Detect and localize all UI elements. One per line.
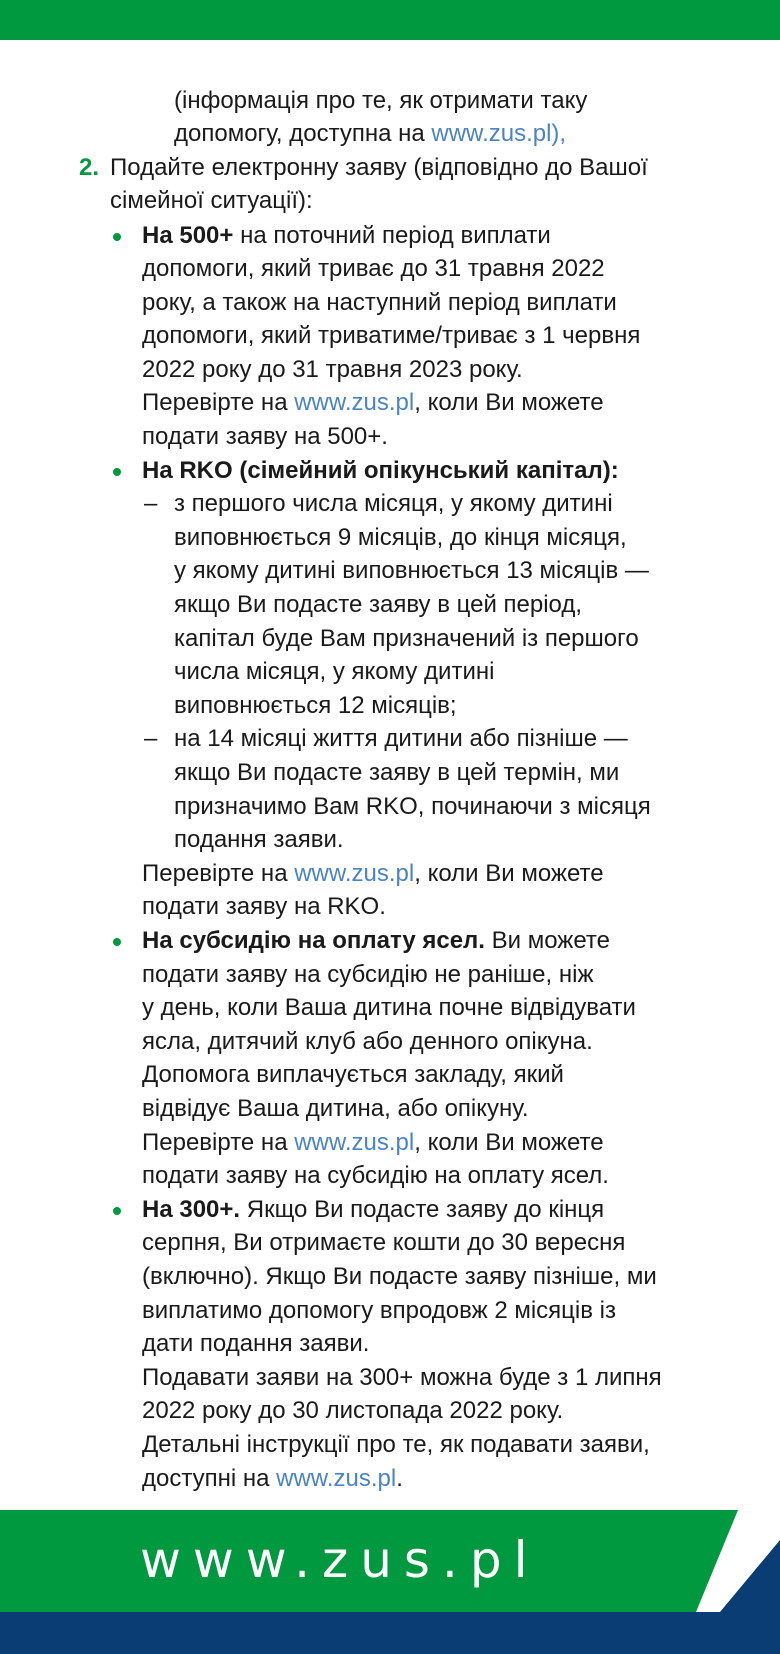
- bullet-icon: [113, 1207, 121, 1215]
- zus-link[interactable]: www.zus.pl: [276, 1465, 397, 1492]
- rko-sub2-line-2: якщо Ви подасте заяву в цей термін, ми: [174, 759, 620, 786]
- rko-check-line-1: Перевірте на www.zus.pl, коли Ви можете: [142, 860, 604, 887]
- rko-sub1-line-2: виповнюється 9 місяців, до кінця місяця,: [174, 524, 627, 551]
- nursery-line-1: На субсидію на оплату ясел. Ви можете: [142, 927, 610, 954]
- bullet-icon: [113, 233, 121, 241]
- nursery-line-6: відвідує Ваша дитина, або опікуну.: [142, 1095, 529, 1122]
- item300-line-1: На 300+. Якщо Ви подасте заяву до кінця: [142, 1196, 605, 1223]
- rko-sub2-line-3: призначимо Вам RKO, починаючи з місяця: [174, 793, 651, 820]
- item500-line-5: 2022 року до 31 травня 2023 року.: [142, 356, 523, 383]
- rko-sub2-line-4: подання заяви.: [174, 826, 344, 853]
- item300-last-line: доступні на www.zus.pl.: [142, 1465, 403, 1492]
- footer-navy-corner: [720, 1540, 780, 1612]
- item500-line-1: На 500+ на поточний період виплати: [142, 222, 551, 249]
- step2-line-1: Подайте електронну заяву (відповідно до Вашої: [110, 154, 648, 181]
- rko-sub1-line-5: капітал буде Вам призначений із першого: [174, 625, 639, 652]
- nursery-check-line-2: подати заяву на субсидію на оплату ясел.: [142, 1162, 609, 1189]
- rko-sub2-line-1: на 14 місяці життя дитини або пізніше —: [174, 725, 628, 752]
- nursery-line-5: Допомога виплачується закладу, який: [142, 1061, 564, 1088]
- nursery-line-3: у день, коли Ваша дитина почне відвідувати: [142, 994, 636, 1021]
- zus-link[interactable]: www.zus.pl: [294, 389, 415, 416]
- item300-line-3: (включно). Якщо Ви подасте заяву пізніше, ми: [142, 1263, 657, 1290]
- dash-marker: –: [144, 725, 158, 752]
- item300-line-8: Детальні інструкції про те, як подавати заяви,: [142, 1431, 650, 1458]
- nursery-check-line-1: Перевірте на www.zus.pl, коли Ви можете: [142, 1129, 604, 1156]
- footer-navy-band: [0, 1612, 780, 1654]
- top-green-bar: [0, 0, 780, 40]
- rko-sub1-line-6: числа місяця, у якому дитині: [174, 658, 495, 685]
- item300-line-6: Подавати заяви на 300+ можна буде з 1 липня: [142, 1364, 662, 1391]
- step-number: 2.: [79, 154, 100, 181]
- dash-marker: –: [144, 490, 158, 517]
- bullet-icon: [113, 468, 121, 476]
- item500-line-4: допомоги, який триватиме/триває з 1 червня: [142, 322, 641, 349]
- item500-line-3: року, а також на наступний період виплати: [142, 289, 617, 316]
- item500-check-line-1: Перевірте на www.zus.pl, коли Ви можете: [142, 389, 604, 416]
- rko-sub1-line-1: з першого числа місяця, у якому дитині: [174, 490, 613, 517]
- itemRKO-title: На RKO (сімейний опікунський капітал):: [142, 457, 619, 484]
- item300-line-4: виплатимо допомогу впродовж 2 місяців із: [142, 1297, 616, 1324]
- rko-sub1-line-4: якщо Ви подасте заяву в цей період,: [174, 591, 583, 618]
- rko-check-line-2: подати заяву на RKO.: [142, 893, 386, 920]
- item300-line-7: 2022 року до 30 листопада 2022 року.: [142, 1397, 564, 1424]
- bullet-icon: [113, 938, 121, 946]
- item500-check-line-2: подати заяву на 500+.: [142, 423, 388, 450]
- zus-link[interactable]: www.zus.pl),: [431, 120, 567, 147]
- continuation-line-2: допомогу, доступна на www.zus.pl),: [174, 120, 567, 147]
- rko-sub1-line-7: виповнюється 12 місяців;: [174, 692, 457, 719]
- nursery-line-2: подати заяву на субсидію не раніше, ніж: [142, 961, 594, 988]
- item300-line-2: серпня, Ви отримаєте кошти до 30 вересня: [142, 1229, 626, 1256]
- zus-link[interactable]: www.zus.pl: [294, 1129, 415, 1156]
- continuation-line-1: (інформація про те, як отримати таку: [174, 87, 588, 114]
- nursery-line-4: ясла, дитячий клуб або денного опікуна.: [142, 1028, 593, 1055]
- rko-sub1-line-3: у якому дитині виповнюється 13 місяців —: [174, 557, 649, 584]
- zus-link[interactable]: www.zus.pl: [294, 860, 415, 887]
- footer-url[interactable]: www.zus.pl: [140, 1531, 540, 1589]
- step2-line-2: сімейної ситуації):: [110, 187, 313, 214]
- item300-line-5: дати подання заяви.: [142, 1330, 370, 1357]
- item500-line-2: допомоги, який триває до 31 травня 2022: [142, 255, 605, 282]
